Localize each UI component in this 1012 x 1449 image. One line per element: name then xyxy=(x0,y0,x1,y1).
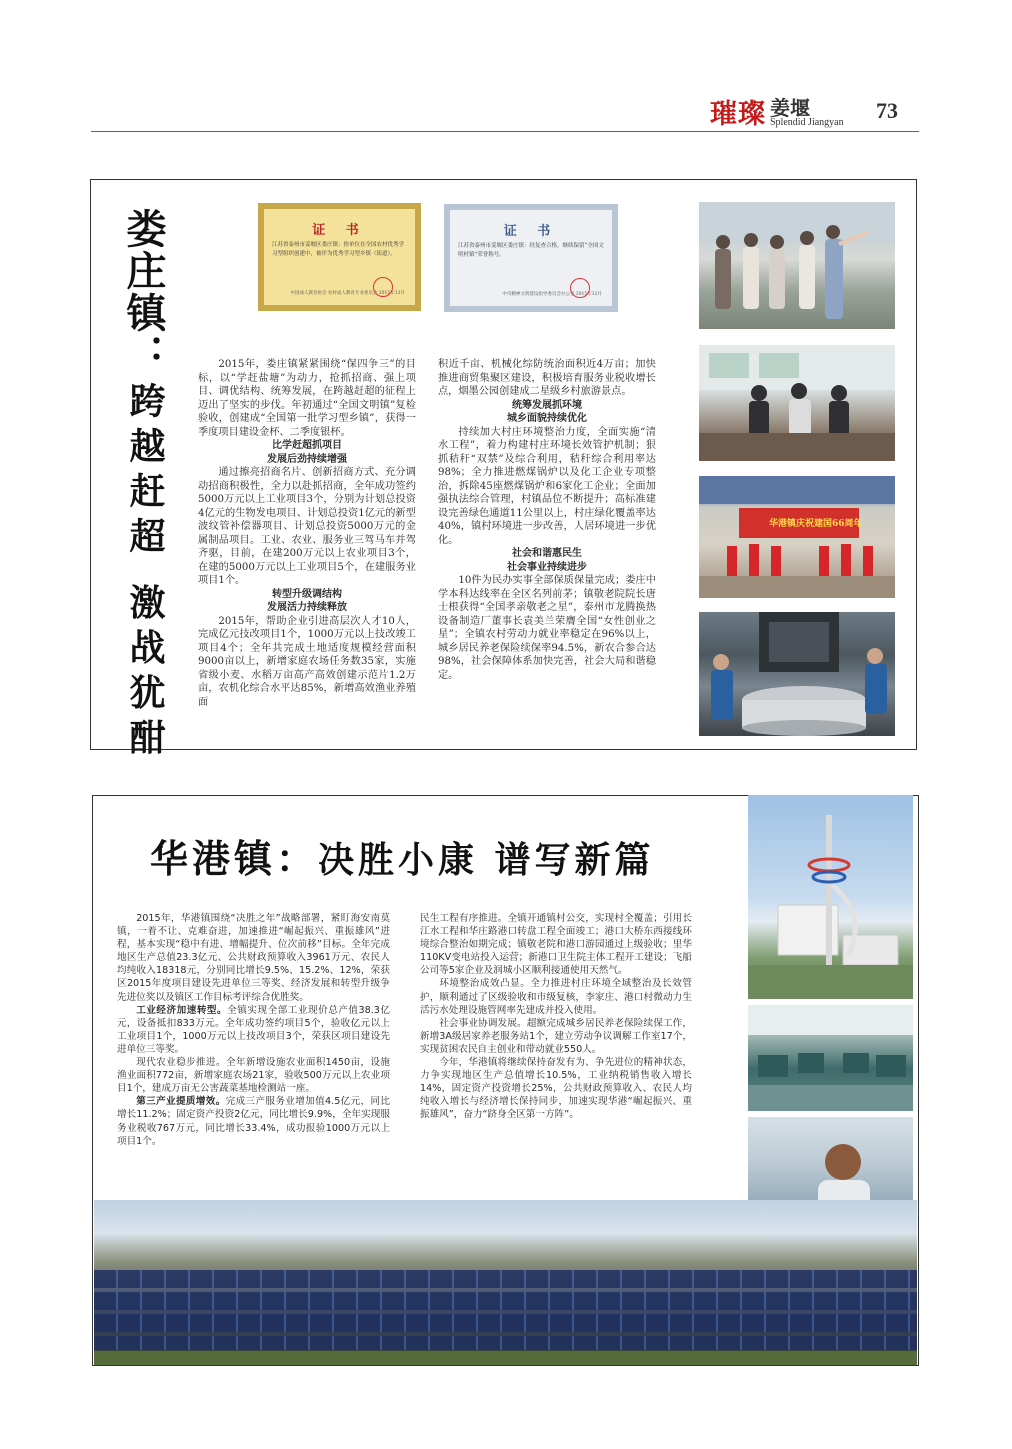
article-huagang-title xyxy=(150,828,655,883)
article-louzhuang-title: 娄庄镇： xyxy=(120,208,166,376)
article-huagang-column-1 xyxy=(117,912,390,1148)
paragraph: 通过擦亮招商名片、创新招商方式、充分调动招商积极性，全力以赴抓招商，全年成功签约5000万元以上工业项目3个，分别为计划总投资4亿元的生物发电项目、计划总投资1亿元的新型波纹管补偿器项目、计划总投资5000万元的金属制品项目。工业、农业、服务业三驾马车并驾齐驱，目前，在建200万元以上农业项目3个，在建的5000万元以上工业项目5个，在建服务业项目1个。 xyxy=(198,467,416,586)
certificate-body: 江苏省泰州市姜堰区娄庄镇：经复查合格，继续保留“全国文明村镇”荣誉称号。 xyxy=(458,243,604,258)
magazine-brand: 璀璨 xyxy=(710,99,766,130)
seal-icon xyxy=(373,277,393,297)
section-heading: 发展后劲持续增强 xyxy=(267,453,347,465)
paragraph: 积近千亩、机械化综防统治面积近4万亩；加快推进商贸集聚区建设，积极培育服务业税收增长点，烟墨公园创建成二星级乡村旅游景点。 xyxy=(438,359,656,397)
certificate-learning-town xyxy=(258,203,421,311)
paragraph-lead: 第三产业提质增效。 xyxy=(136,1096,226,1108)
paragraph: 2015年，华港镇围绕“决胜之年”战略部署，紧盯海安南莫镇，一着不让、克难奋进，加速推进“崛起振兴、重振雄风”进程，基本实现“稳中有进、增幅提升、位次前移”目标。全年完成地区生产总值23.3亿元、公共财政预算收入3961万元、农民人均纯收入18318元，分别同比增长9.5%、15.2%、12%，荣获区2015年度项目建设先进单位三等奖、经济发展和转型升级争先进位奖以及镇区工作目标考评综合优胜奖。 xyxy=(117,913,390,1003)
photo-officials-inspection xyxy=(699,202,895,329)
magazine-place-english: Splendid Jiangyan xyxy=(770,117,844,128)
paragraph: 环境整治成效凸显。全力推进村庄环境全域整治及长效管护，顺利通过了区级验收和市级复核，李家庄、港口村微动力生活污水处理设施管网率先建成并投入使用。 xyxy=(420,978,692,1016)
paragraph-text: 完成三产服务业增加值4.5亿元，同比增长11.2%；固定资产投资2亿元，同比增长9.9%，全年实现服务业税收767万元，同比增长33.4%，成功报验1000万元以上项目1个。 xyxy=(117,1096,391,1147)
paragraph-text: 全镇实现全部工业现价总产值38.3亿元，设备抵扣833万元。全年成功签约项目5个，验收亿元以上工业项目1个，1000万元以上技改项目3个，荣获区项目建设先进单位三等奖。 xyxy=(117,1004,391,1055)
section-heading: 统筹发展抓环境 xyxy=(512,399,582,411)
paragraph xyxy=(117,1004,390,1056)
paragraph: 2015年，帮助企业引进高层次人才10人，完成亿元技改项目1个，1000万元以上技改竣工项目4个；全年共完成土地适度规模经营面积9000亩以上，新增家庭农场任务数35家，实施省级小麦、水稻万亩高产高效创建示范片1.2万亩，农机化综合水平达85%，新增高效渔业养殖面 xyxy=(198,615,416,708)
certificate-issuer: 中国成人教育协会 农村成人教育专业委员会 2015年12月 xyxy=(290,291,405,296)
magazine-place: 姜堰 xyxy=(770,96,810,120)
section-heading: 社会事业持续进步 xyxy=(507,561,587,573)
paragraph: 持续加大村庄环境整治力度，全面实施“清水工程”，着力构建村庄环境长效管护机制；狠抓秸秆“双禁”及综合利用，秸秆综合利用率达98%；全力推进燃煤锅炉以及化工企业专项整治，拆除45座燃煤锅炉和6家化工企业；全面加强执法综合管理，村镇品位不断提升；高标准建设完善绿色通道11公里以上，村庄绿化覆盖率达40%，镇村环境进一步改善，人居环境进一步优化。 xyxy=(438,426,656,546)
photo-celebration-performance xyxy=(699,476,895,598)
section-heading: 社会和谐惠民生 xyxy=(512,548,582,559)
certificate-title: 证 书 xyxy=(312,223,367,238)
paragraph: 10件为民办实事全部保质保量完成；娄庄中学本科达线率在全区名列前茅；镇敬老院院长唐士根获得“全国孝亲敬老之星”，泰州市龙腾换热设备制造厂董事长袁美兰荣膺全国“女性创业之星”；全镇农村劳动力就业率稳定在96%以上，城乡居民养老保险续保率94.5%，新农合参合达98%，社会保障体系加快完善，社会大局和谐稳定。 xyxy=(438,575,656,681)
paragraph: 社会事业协调发展。超额完成城乡居民养老保险续保工作，新增3A级居家养老服务站1个，建立劳动争议调解工作室17个，实现贫困农民自主创业和带动就业550人。 xyxy=(420,1017,692,1055)
certificate-civilized-town xyxy=(444,204,618,312)
section-heading: 城乡面貌持续优化 xyxy=(507,413,587,424)
header-rule xyxy=(91,131,919,132)
article-huagang-column-2 xyxy=(420,912,692,1122)
photo-service-counter xyxy=(699,345,895,461)
seal-icon xyxy=(570,278,590,298)
paragraph: 2015年，娄庄镇紧紧围绕“保四争三”的目标，以“学赶盐塘”为动力，抢抓招商、强上项目、调优结构、统筹发展，在跨越赶超的征程上迈出了坚实的步伐。年初通过“全国文明镇”复检验收，创建成“全国第一批学习型乡镇”，获得一季度项目建设金杯、二季度银杯。 xyxy=(198,359,416,438)
paragraph: 今年，华港镇将继续保持奋发有为、争先进位的精神状态，力争实现地区生产总值增长10.5%，工业纳税销售收入增长14%，固定资产投资增长25%，公共财政预算收入、农民人均纯收入增长与经济增长保持同步，加速实现华港“崛起振兴、重振雄风”，奋力“跻身全区第一方阵”。 xyxy=(420,1057,692,1121)
photo-factory-workshop xyxy=(748,1005,913,1111)
article-huagang-title-text: 决胜小康 谱写新篇 xyxy=(318,839,655,881)
page-number: 73 xyxy=(876,98,898,123)
section-heading: 发展活力持续释放 xyxy=(267,602,347,613)
certificate-issuer: 中央精神文明建设指导委员会办公室 2015年12月 xyxy=(502,292,602,297)
paragraph xyxy=(117,1095,390,1147)
article-louzhuang-subtitle: 跨越赶超 激战犹酣 xyxy=(124,382,166,764)
photo-factory-machinery xyxy=(699,612,895,736)
certificate-body: 江苏省泰州市姜堰区娄庄镇：你单位在全国农村优秀学习型组织创建中，被评为优秀学习型乡镇（街道）。 xyxy=(272,242,405,257)
paragraph-lead: 工业经济加速转型。 xyxy=(136,1004,228,1016)
paragraph: 现代农业稳步推进。全年新增设施农业面积1450亩，设施渔业面积772亩，新增家庭农场21家，验收500万元以上农业项目1个，建成万亩无公害蔬菜基地检测站一座。 xyxy=(117,1057,390,1095)
paragraph: 民生工程有序推进。全镇开通镇村公交，实现村全覆盖；引用长江水工程和华庄路港口转盘工程全面竣工；港口大桥东西接线环境综合整治如期完成；镇敬老院和港口游园通过上级验收；里华110KV变电站投入运营；新港口卫生院主体工程开工建设；飞船公司等5家企业及润城小区顺利接通使用天然气。 xyxy=(420,913,692,977)
article-louzhuang-column-2 xyxy=(438,358,656,682)
photo-banner-text: 华港镇庆祝建国66周年 xyxy=(769,519,863,529)
photo-solar-farm xyxy=(94,1200,917,1365)
section-heading: 比学赶超抓项目 xyxy=(272,440,342,451)
section-heading: 转型升级调结构 xyxy=(272,588,342,600)
article-huagang-title-place: 华港镇： xyxy=(150,837,319,881)
photo-sculpture-building xyxy=(748,795,913,999)
article-louzhuang-column-1 xyxy=(198,358,416,709)
certificate-title: 证 书 xyxy=(503,224,559,239)
